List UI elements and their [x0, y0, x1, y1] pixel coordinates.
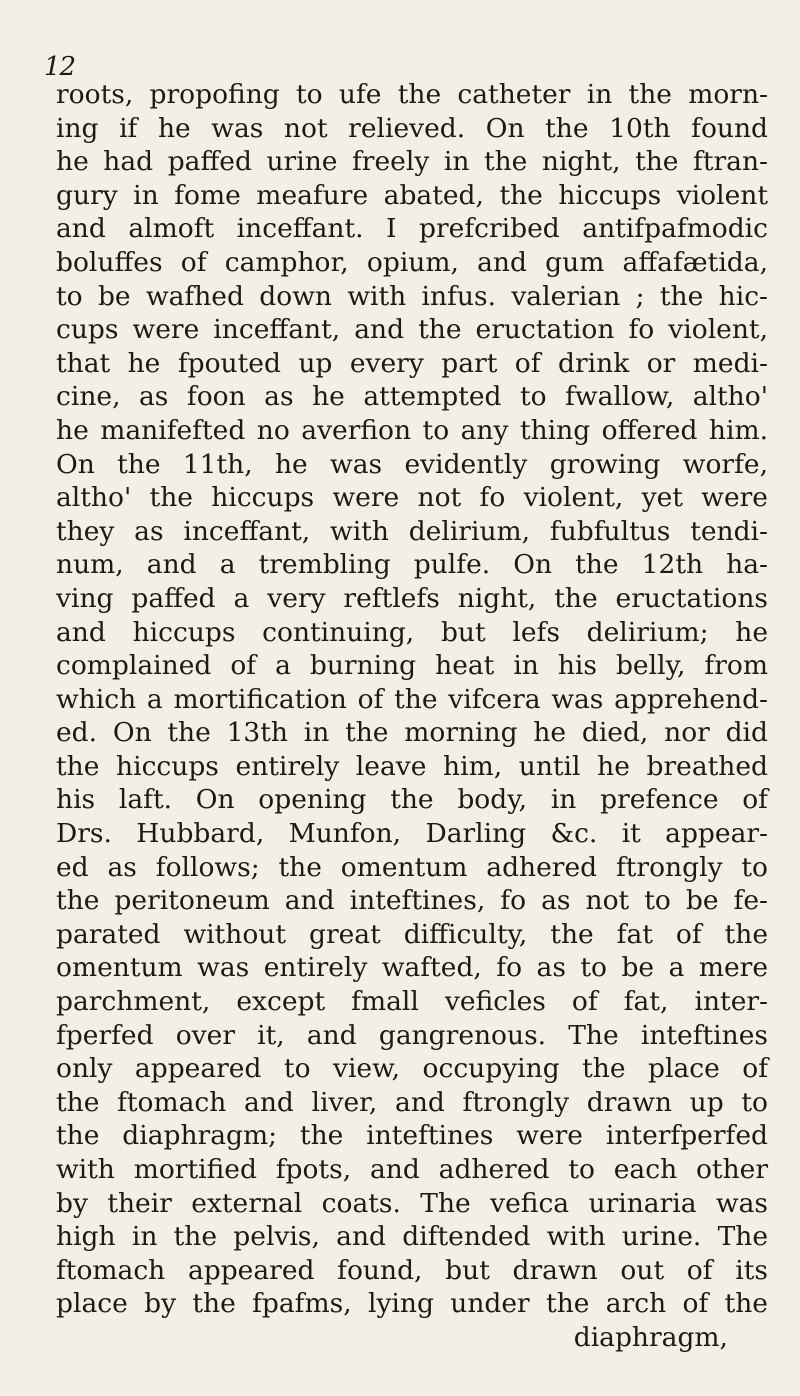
text-line: with mortified fpots, and adhered to each other [56, 1154, 768, 1185]
text-line: omentum was entirely wafted, fo as to be a mere [56, 952, 768, 984]
text-line: On the 11th, he was evidently growing worfe, [56, 448, 768, 480]
text-line: num, and a trembling pulfe. On the 12th ha- [56, 549, 768, 581]
text-line: ing if he was not relieved. On the 10th found [56, 112, 768, 144]
text-line: gury in fome meafure abated, the hiccups violent [56, 179, 768, 211]
text-line: cine, as foon as he attempted to fwallow, altho' [56, 381, 768, 413]
text-line: high in the pelvis, and diftended with urine. The [56, 1221, 768, 1253]
text-line: and hiccups continuing, but lefs delirium; he [56, 616, 768, 648]
text-line: the peritoneum and inteftines, fo as not to be fe- [56, 885, 768, 917]
text-line: they as inceffant, with delirium, fubfultus tendi- [56, 515, 768, 547]
text-line: by their external coats. The vefica urinaria was [56, 1187, 768, 1219]
page-number: 12 [44, 52, 76, 82]
text-line: which a mortification of the vifcera was apprehend- [56, 683, 768, 715]
text-line: and almoft inceffant. I prefcribed antifpafmodic [56, 213, 768, 245]
text-line: boluffes of camphor, opium, and gum affafætida, [56, 246, 768, 278]
text-line: his laft. On opening the body, in prefence of [56, 784, 768, 816]
text-line: he manifefted no averfion to any thing offered him. [56, 414, 768, 446]
text-line: that he fpouted up every part of drink or medi- [56, 347, 768, 379]
text-line: roots, propofing to ufe the catheter in the morn- [56, 79, 768, 110]
text-line: altho' the hiccups were not fo violent, yet were [56, 482, 768, 514]
text-line-last: diaphragm, [573, 1321, 728, 1353]
text-line: place by the fpafms, lying under the arch of the [56, 1288, 768, 1320]
text-line: parated without great difficulty, the fat of the [56, 918, 768, 950]
text-line: parchment, except fmall veficles of fat, inter- [56, 986, 768, 1018]
text-line: to be wafhed down with infus. valerian ; the hic- [56, 280, 768, 312]
text-line: he had paffed urine freely in the night, the ftran- [56, 146, 768, 178]
text-line: fperfed over it, and gangrenous. The inteftines [56, 1019, 768, 1051]
text-line: the hiccups entirely leave him, until he breathed [56, 750, 768, 782]
body-text [56, 78, 768, 1355]
text-line: Drs. Hubbard, Munfon, Darling &c. it appear- [56, 818, 768, 850]
text-line: ftomach appeared found, but drawn out of its [56, 1254, 768, 1286]
text-line: ving paffed a very reftlefs night, the eructations [56, 582, 768, 614]
text-line: the diaphragm; the inteftines were interfperfed [56, 1120, 768, 1152]
text-line: cups were inceffant, and the eructation fo violent, [56, 314, 768, 346]
text-line: complained of a burning heat in his belly, from [56, 650, 768, 682]
text-line: ed. On the 13th in the morning he died, nor did [56, 717, 768, 749]
text-line: ed as follows; the omentum adhered ftrongly to [56, 851, 768, 883]
text-line: the ftomach and liver, and ftrongly drawn up to [56, 1086, 768, 1118]
text-line: only appeared to view, occupying the place of [56, 1053, 768, 1085]
